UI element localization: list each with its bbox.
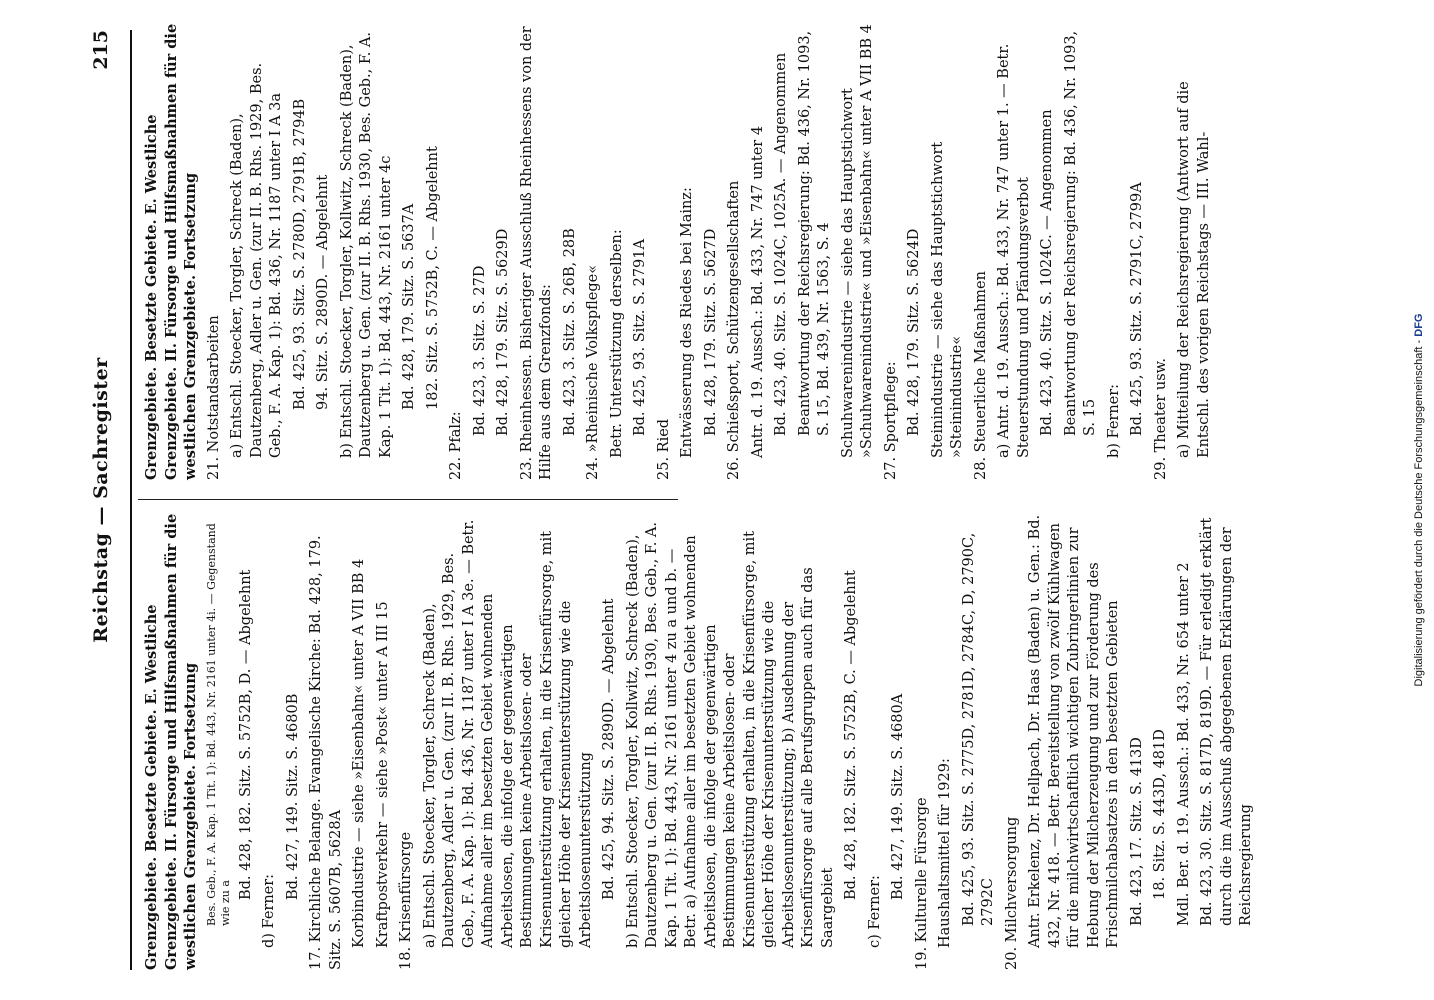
index-entry: Bd. 428, 179. Sitz. S. 5624D — [906, 228, 922, 436]
index-entry: Beantwortung der Reichsregierung: Bd. 436, Nr. 1093, S. 15, Bd. 439, Nr. 1563, S. 4 — [796, 30, 832, 436]
index-entry: Mdl. Ber. d. 19. Aussch.: Bd. 433, Nr. 654 unter 2 — [1175, 562, 1192, 926]
index-entry: Bd. 428, 179. Sitz. S. 5637A — [401, 203, 417, 410]
index-entry: Beantwortung der Reichsregierung: Bd. 436, Nr. 1093, S. 15 — [1062, 30, 1098, 436]
index-entry: Bd. 425, 93. Sitz. S. 2791A — [632, 239, 648, 436]
index-entry: Bd. 423, 40. Sitz. S. 1024C, 1025A. — Angenommen — [773, 52, 789, 436]
index-entry: Bd. 425, 93. Sitz. S. 2780D, 2791B, 2794B — [291, 98, 308, 410]
index-entry: Bd. 425, 94. Sitz. S. 2890D. — Abgelehnt — [601, 598, 617, 900]
index-entry: b) Ferner: — [1105, 383, 1122, 458]
index-entry: b) Entschl. Stoecker, Torgler, Kollwitz, Schreck (Baden), Dautzenberg u. Gen. (zur II. B. Rhs. 1930, Bes. Geb., F. A. Kap. 1 Tit. 1): Bd. 443, Nr. 2161 unter 4c — [338, 32, 394, 458]
index-entry: a) Mitteilung der Reichsregierung (Antwort auf die Entschl. des vorigen Reichstags — III. Wahl- — [1176, 81, 1212, 458]
left-column — [142, 512, 1261, 970]
header-rule — [130, 30, 132, 970]
index-entry: 28. Steuerliche Maßnahmen — [972, 271, 989, 480]
index-entry: 22. Pfalz: — [448, 411, 464, 480]
index-entry: 18. Krisenfürsorge — [398, 831, 414, 970]
index-entry: 18. Sitz. S. 443D, 481D — [1152, 729, 1168, 900]
index-entry: 26. Schießsport, Schützengesellschaften — [726, 180, 742, 480]
index-entry: a) Entschl. Stoecker, Torgler, Schreck (Baden), Dautzenberg, Adler u. Gen. (zur II. B. Rhs. 1929, Bes. Geb., F. A. Kap. 1): Bd. 436, Nr. 1187 unter I A 3a — [229, 62, 284, 458]
index-entry: Haushaltsmittel für 1929: — [937, 758, 953, 948]
index-entry: d) Ferner: — [261, 873, 277, 948]
index-entry: Bd. 425, 93. Sitz. S. 2775D, 2781D, 2784C, D, 2790C, 2792C — [960, 532, 996, 926]
page-header — [90, 30, 126, 970]
index-entry: Bd. 428, 179. Sitz. S. 5629D — [495, 228, 511, 436]
index-entry: Grenzgebiete. Besetzte Gebiete. E. Westliche Grenzgebiete. II. Fürsorge und Hilfsmaßnahmen für die westlichen Grenzgebiete. Fortsetzung — [143, 23, 199, 480]
index-entry: a) Antr. d. 19. Aussch.: Bd. 433, Nr. 747 unter 1. — Betr. Steuerstundung und Pfändungsverbot — [996, 43, 1032, 458]
index-entry: 29. Theater usw. — [1152, 358, 1169, 480]
index-entry: Bd. 428, 182. Sitz. S. 5752B, D. — Abgelehnt — [237, 569, 254, 900]
index-entry: 94. Sitz. S. 2890D. — Abgelehnt — [315, 174, 331, 410]
index-entry: b) Entschl. Stoecker, Torgler, Kollwitz, Schreck (Baden), Dautzenberg u. Gen. (zur II. B. Rhs. 1930, Bes. Geb., F. A. Kap. 1 Tit. 1): Bd. 443, Nr. 2161 unter 4 zu a und b. — Betr. a) Aufnahme aller im besetzten Gebiet wohnenden Arbeitslosen, die infolge der gegenwärtigen Bestimmungen keine Arbeitslosen- oder Krisenunterstützung erhalten, in die Krisenfürsorge, mit gleicher Höhe der Krisenunterstützung wie die Arbeitslosenunterstützung; b) Ausdehnung der Krisenfürsorge auf alle Berufsgruppen auch für das Saargebiet — [624, 522, 836, 948]
dfg-logo: DFG — [1413, 313, 1425, 337]
index-entry: 27. Sportpflege: — [882, 361, 899, 480]
index-entry: Bd. 427, 149. Sitz. S. 4680A — [890, 693, 906, 900]
digitization-note — [1404, 0, 1434, 1000]
index-entry: a) Entschl. Stoecker, Torgler, Schreck (Baden), Dautzenberg, Adler u. Gen. (zur II. B. Rhs. 1929, Bes. Geb., F. A. Kap. 1): Bd. 436, Nr. 1187 unter I A 3e. — Betr. Aufnahme aller im besetzten Gebiet wohnenden Arbeitslosen, die infolge der gegenwärtigen Bestimmungen keine Arbeitslosen- oder Krisenunterstützung erhalten, in die Krisenfürsorge, mit gleicher Höhe der Krisenunterstützung wie die Arbeitslosenunterstützung — [421, 519, 594, 948]
index-entry: Bd. 423, 3. Sitz. S. 26B, 28B — [561, 228, 578, 436]
index-entry: 23. Rheinhessen. Bisheriger Ausschluß Rheinhessens von der Hilfe aus dem Grenzfonds: — [518, 26, 554, 480]
right-column — [142, 22, 1218, 480]
index-entry: 19. Kulturelle Fürsorge — [913, 797, 930, 970]
index-entry: Kraftpostverkehr — siehe »Post« unter A III 15 — [374, 601, 391, 948]
index-entry: Bd. 423, 3. Sitz. S. 27D — [471, 265, 488, 436]
index-entry: Bd. 428, 182. Sitz. S. 5752B, C. — Abgelehnt — [843, 570, 859, 900]
index-entry: Antr. Erkelenz, Dr. Hellpach, Dr. Haas (Baden) u. Gen.: Bd. 432, Nr. 418. — Betr. Bereitstellung von zwölf Kühlwagen für die milchwirtschaftlich wichtigen Zubringerlinien zur Hebung der Milcherzeugung und zur Förderung des Frischmilchabsatzes in den besetzten Gebieten — [1027, 514, 1121, 948]
index-entry: Bd. 425, 93. Sitz. S. 2791C, 2799A — [1129, 182, 1145, 436]
rotated-page — [60, 0, 1320, 1000]
index-entry: Bd. 428, 179. Sitz. S. 5627D — [702, 228, 719, 436]
index-entry: Betr. Unterstützung derselben: — [608, 229, 625, 458]
index-entry: Bes. Geb., F. A. Kap. 1 Tit. 1): Bd. 443, Nr. 2161 unter 4i. — Gegenstand wie zu a — [204, 523, 232, 926]
index-entry: 20. Milchversorgung — [1003, 816, 1020, 970]
index-entry: 25. Ried — [655, 418, 672, 480]
index-entry: Bd. 423, 30. Sitz. S. 817D, 819D. — Für erledigt erklärt durch die im Ausschuß abgegebenen Erklärungen der Reichsregierung — [1199, 517, 1254, 926]
index-entry: Grenzgebiete. Besetzte Gebiete. E. Westliche Grenzgebiete. II. Fürsorge und Hilfsmaßnahmen für die westlichen Grenzgebiete. Fortsetzung — [143, 513, 199, 970]
index-entry: Bd. 423, 17. Sitz. S. 413D — [1128, 737, 1145, 926]
digitization-text: Digitalisierung gefördert durch die Deutsche Forschungsgemeinschaft - — [1413, 339, 1425, 687]
index-entry: Bd. 427, 149. Sitz. S. 4680B — [284, 693, 301, 900]
index-entry: Bd. 423, 40. Sitz. S. 1024C. — Angenommen — [1039, 109, 1055, 436]
running-title: Reichstag — Sachregister — [90, 357, 112, 643]
index-entry: Steinindustrie — siehe das Hauptstichwort »Steinindustrie« — [929, 141, 965, 458]
index-entry: 182. Sitz. S. 5752B, C. — Abgelehnt — [424, 146, 441, 410]
index-entry: 17. Kirchliche Belange. Evangelische Kirche: Bd. 428, 179. Sitz. S. 5607B, 5628A — [308, 535, 344, 970]
index-entry: 24. »Rheinische Volkspflege« — [585, 264, 601, 480]
index-entry: Korbindustrie — siehe »Eisenbahn« unter A VII BB 4 — [351, 558, 367, 948]
index-entry: c) Ferner: — [866, 875, 883, 948]
index-entry: 21. Notstandsarbeiten — [205, 315, 222, 480]
index-entry: Antr. d. 19. Aussch.: Bd. 433, Nr. 747 unter 4 — [749, 125, 766, 458]
index-entry: Entwässerung des Riedes bei Mainz: — [679, 187, 695, 458]
index-entry: Schuhwarenindustrie — siehe das Hauptstichwort »Schuhwarenindustrie« und »Eisenbahn« unter A VII BB 4 — [839, 24, 875, 458]
page-number: 215 — [90, 30, 112, 70]
column-divider — [138, 499, 678, 500]
